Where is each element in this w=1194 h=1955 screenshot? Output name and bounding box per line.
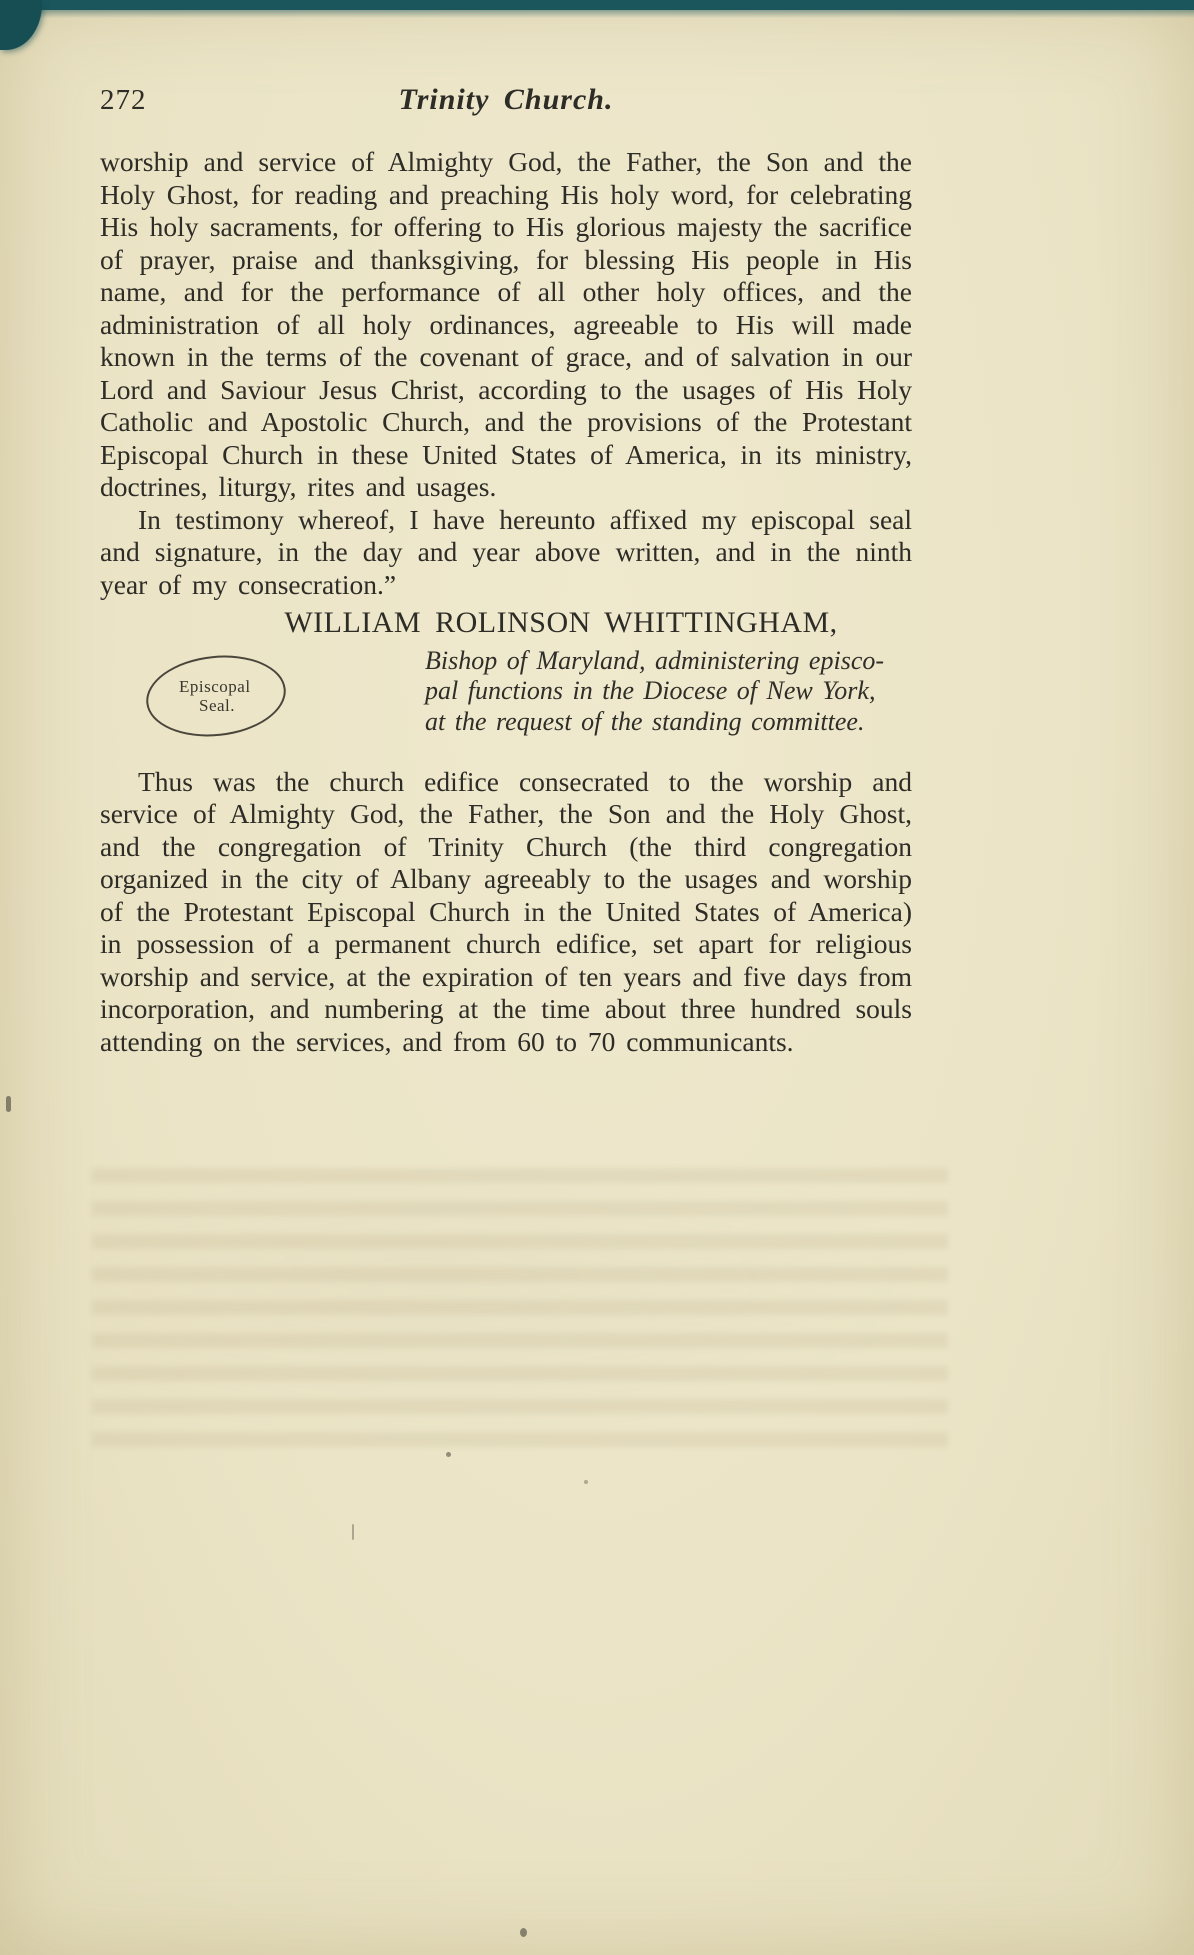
scan-blemish (352, 1524, 354, 1540)
signature-name: WILLIAM ROLINSON WHITTINGHAM, (284, 606, 838, 639)
scan-blemish (6, 1096, 11, 1112)
scan-edge-corner (0, 0, 42, 50)
page-header (100, 84, 912, 120)
text-block (100, 84, 912, 1058)
attribution-block (425, 646, 912, 738)
attribution-line3: at the request of the standing committee. (425, 706, 865, 736)
paragraph-testimony: In testimony whereof, I have hereunto affixed my episcopal seal and signature, in the day and year above written, and in the ninth year of my consecration.” (100, 503, 912, 600)
attribution-line2: pal functions in the Diocese of New York, (425, 676, 876, 705)
paragraph-continuation: worship and service of Almighty God, the Father, the Son and the Holy Ghost, for reading and preaching His holy word, for celebrating His holy sacraments, for offering to His glorious majesty the sacrifice of prayer, praise and thanksgiving, for blessing His people in His name, and for the performance of all other holy offices, and the administration of all holy ordinances, agreeable to His will made known in the terms of the covenant of grace, and of salvation in our Lord and Saviour Jesus Christ, according to the usages of His Holy Catholic and Apostolic Church, and the provisions of the Protestant Episcopal Church in these United States of America, in its ministry, doctrines, liturgy, rites and usages. (100, 146, 912, 502)
attribution-line1: Bishop of Maryland, administering episco- (425, 645, 885, 675)
seal-text-line2: Seal. (198, 695, 236, 715)
scan-edge-top (0, 0, 1194, 10)
page-number: 272 (100, 84, 147, 116)
scan-blemish (584, 1480, 588, 1484)
scan-blemish (520, 1928, 527, 1937)
scan-edge-top-fade (0, 10, 1194, 18)
seal-and-attribution-row (100, 646, 912, 750)
running-title: Trinity Church. (398, 83, 614, 116)
scan-blemish (446, 1452, 451, 1457)
episcopal-seal (142, 648, 290, 742)
seal-text-line1: Episcopal (179, 676, 251, 696)
verso-show-through (92, 1168, 948, 1454)
paragraph-consecration: Thus was the church edifice consecrated to the worship and service of Almighty God, the Father, the Son and the Holy Ghost, and the congregation of Trinity Church (the third congregation organized in the city of Albany agreeably to the usages and worship of the Protestant Episcopal Church in the United States of America) in possession of a permanent church edifice, set apart for religious worship and service, at the expiration of ten years and five days from incorporation, and numbering at the time about three hundred souls attending on the services, and from 60 to 70 communicants. (100, 765, 912, 1057)
